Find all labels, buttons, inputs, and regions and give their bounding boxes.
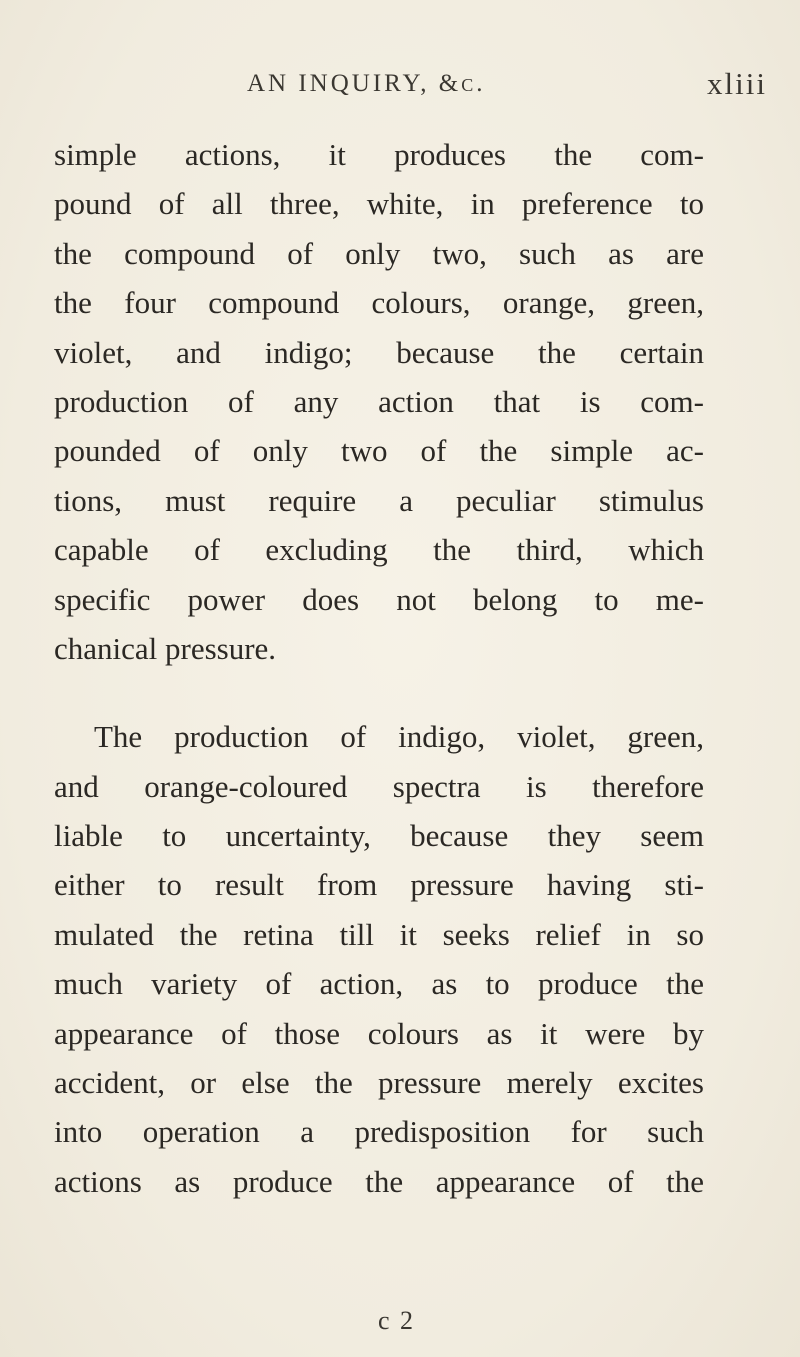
text-line: the compound of only two, such as are — [54, 235, 704, 271]
text-line: and orange-coloured spectra is therefore — [54, 768, 704, 804]
paragraph-2 — [54, 712, 704, 1206]
text-line: capable of excluding the third, which — [54, 532, 704, 568]
paragraph-1 — [54, 130, 704, 673]
text-line: The production of indigo, violet, green, — [94, 719, 704, 755]
text-line: pound of all three, white, in preference to — [54, 186, 704, 222]
paragraph-gap — [54, 673, 704, 712]
text-line: into operation a predisposition for such — [54, 1114, 704, 1150]
text-line: accident, or else the pressure merely excites — [54, 1065, 704, 1101]
page-number: xliii — [707, 66, 767, 101]
text-line: tions, must require a peculiar stimulus — [54, 482, 704, 518]
text-line: the four compound colours, orange, green, — [54, 285, 704, 321]
text-line: chanical pressure. — [54, 630, 277, 666]
signature-mark: c 2 — [378, 1306, 416, 1335]
text-line: either to result from pressure having sti- — [54, 867, 704, 903]
body-text — [54, 130, 704, 1206]
running-title: AN INQUIRY, &c. — [247, 70, 486, 97]
text-line: specific power does not belong to me- — [54, 581, 704, 617]
text-line: production of any action that is com- — [54, 383, 704, 419]
text-line: liable to uncertainty, because they seem — [54, 818, 704, 854]
text-line: much variety of action, as to produce the — [54, 966, 704, 1002]
text-line: simple actions, it produces the com- — [54, 137, 704, 172]
text-line: actions as produce the appearance of the — [54, 1163, 704, 1199]
running-head — [0, 66, 800, 106]
text-line: violet, and indigo; because the certain — [54, 334, 704, 370]
text-line: mulated the retina till it seeks relief in so — [54, 916, 704, 952]
text-line: pounded of only two of the simple ac- — [54, 433, 704, 469]
text-line: appearance of those colours as it were by — [54, 1015, 704, 1051]
